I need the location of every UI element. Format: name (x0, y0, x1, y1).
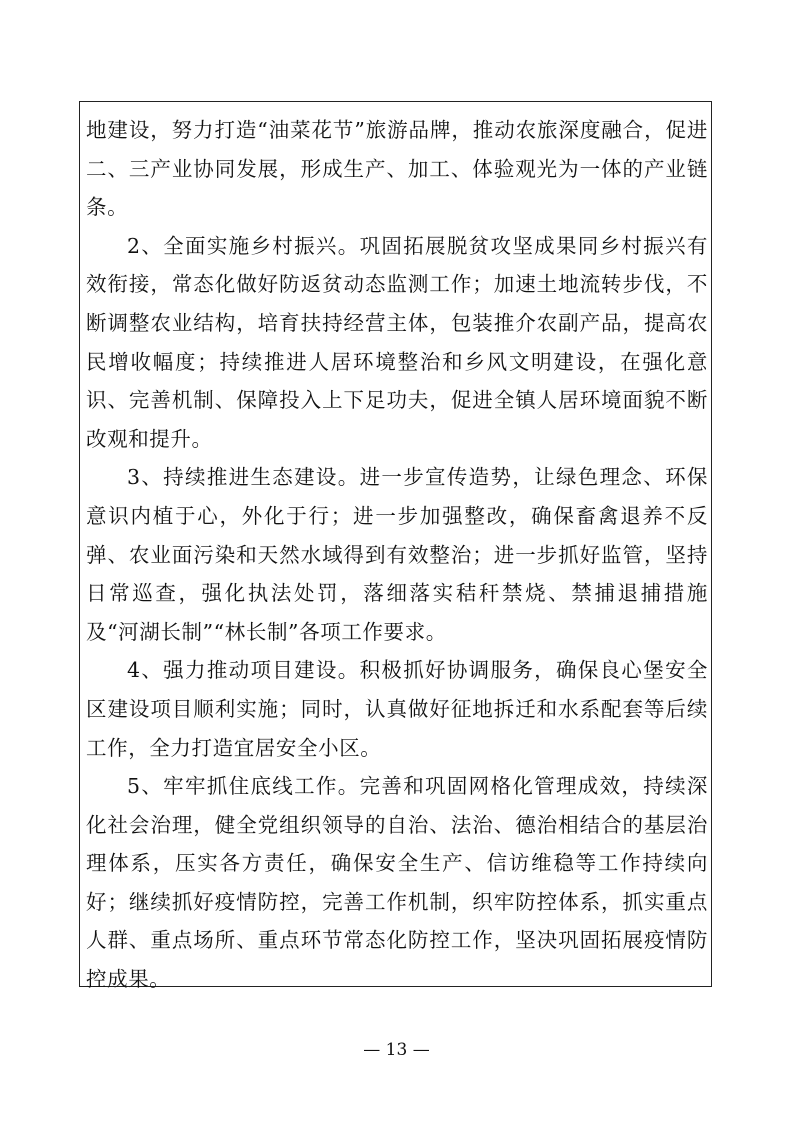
paragraph-item-2: 2、全面实施乡村振兴。巩固拓展脱贫攻坚成果同乡村振兴有效衔接，常态化做好防返贫动态监测工作；加速土地流转步伐，不断调整农业结构，培育扶持经营主体，包装推介农副产品，提高农民增收幅度；持续推进人居环境整治和乡风文明建设，在强化意识、完善机制、保障投入上下足功夫，促进全镇人居环境面貌不断改观和提升。 (86, 233, 708, 451)
paragraph-item-3: 3、持续推进生态建设。进一步宣传造势，让绿色理念、环保意识内植于心，外化于行；进一步加强整改，确保畜禽退养不反弹、农业面污染和天然水域得到有效整治；进一步抓好监管，坚持日常巡查，强化执法处罚，落细落实秸秆禁烧、禁捕退捕措施及“河湖长制”“林长制”各项工作要求。 (86, 465, 708, 644)
paragraph-item-5: 5、牢牢抓住底线工作。完善和巩固网格化管理成效，持续深化社会治理，健全党组织领导的自治、法治、德治相结合的基层治理体系，压实各方责任，确保安全生产、信访维稳等工作持续向好；继续抓好疫情防控，完善工作机制，织牢防控体系，抓实重点人群、重点场所、重点环节常态化防控工作，坚决巩固拓展疫情防控成果。 (86, 774, 708, 992)
paragraph-item-4: 4、强力推动项目建设。积极抓好协调服务，确保良心堡安全区建设项目顺利实施；同时，认真做好征地拆迁和水系配套等后续工作，全力打造宜居安全小区。 (86, 658, 708, 760)
page-number: — 13 — (363, 1040, 430, 1060)
paragraph-intro-continuation: 地建设，努力打造“油菜花节”旅游品牌，推动农旅深度融合，促进二、三产业协同发展，形成生产、加工、体验观光为一体的产业链条。 (86, 118, 708, 220)
document-body (86, 111, 708, 999)
